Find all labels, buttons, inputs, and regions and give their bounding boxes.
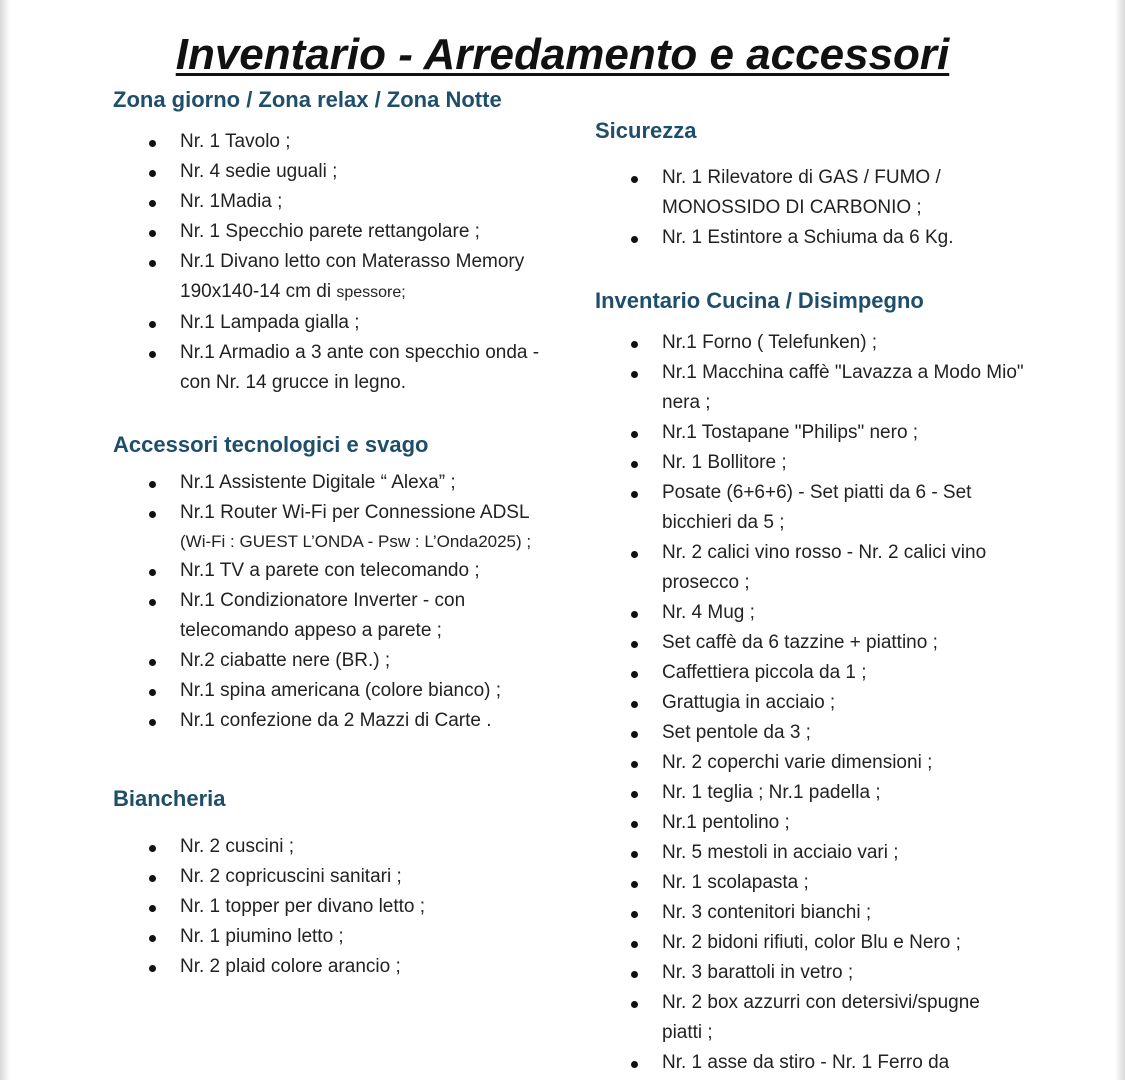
list-item-text: Nr.1 Divano letto con Materasso Memory 190x140-14 cm di [180, 251, 525, 302]
list-item: Nr. 1 Specchio parete rettangolare ; [113, 217, 553, 247]
list-item: Nr. 2 copricuscini sanitari ; [113, 862, 553, 892]
section-biancheria [113, 784, 553, 982]
document-title [0, 29, 1125, 81]
list-item: Nr. 4 Mug ; [595, 598, 1025, 628]
section-cucina [595, 286, 1025, 1078]
list-item [113, 498, 553, 556]
list-item: Nr. 2 coperchi varie dimensioni ; [595, 748, 1025, 778]
list-item: Nr.1 TV a parete con telecomando ; [113, 556, 553, 586]
list-item: Nr. 4 sedie uguali ; [113, 157, 553, 187]
section-heading-accessori: Accessori tecnologici e svago [113, 432, 429, 457]
list-item: Nr.2 ciabatte nere (BR.) ; [113, 646, 553, 676]
list-item: Nr. 2 plaid colore arancio ; [113, 952, 553, 982]
list-zona [113, 127, 553, 398]
list-biancheria [113, 832, 553, 982]
list-accessori [113, 468, 553, 736]
list-item: Nr. 1 Tavolo ; [113, 127, 553, 157]
list-item: Nr. 1 Rilevatore di GAS / FUMO / MONOSSIDO DI CARBONIO ; [595, 163, 1025, 223]
list-item: Nr.1 Macchina caffè "Lavazza a Modo Mio" nera ; [595, 358, 1025, 418]
document-title-text: Inventario - Arredamento e accessori [175, 30, 950, 80]
list-item: Nr.1 spina americana (colore bianco) ; [113, 676, 553, 706]
section-accessori [113, 430, 553, 736]
page-edge-right [1115, 0, 1125, 1080]
list-item: Nr.1 Assistente Digitale “ Alexa” ; [113, 468, 553, 498]
list-item: Grattugia in acciaio ; [595, 688, 1025, 718]
section-heading-cucina: Inventario Cucina / Disimpegno [595, 288, 924, 313]
list-sicurezza [595, 163, 1025, 253]
list-item: Nr. 1 Estintore a Schiuma da 6 Kg. [595, 223, 1025, 253]
section-heading-biancheria: Biancheria [113, 786, 226, 811]
list-item: Caffettiera piccola da 1 ; [595, 658, 1025, 688]
section-heading-zona: Zona giorno / Zona relax / Zona Notte [113, 87, 502, 112]
list-item: Nr. 2 calici vino rosso - Nr. 2 calici vino prosecco ; [595, 538, 1025, 598]
section-sicurezza [595, 116, 1025, 253]
left-column [113, 85, 553, 982]
list-item: Nr. 1 teglia ; Nr.1 padella ; [595, 778, 1025, 808]
list-item: Posate (6+6+6) - Set piatti da 6 - Set bicchieri da 5 ; [595, 478, 1025, 538]
right-column [595, 116, 1025, 1078]
page-edge-left [0, 0, 10, 1080]
list-item: Nr.1 confezione da 2 Mazzi di Carte . [113, 706, 553, 736]
list-item: Nr. 3 contenitori bianchi ; [595, 898, 1025, 928]
list-item: Nr. 1 asse da stiro - Nr. 1 Ferro da [595, 1048, 1025, 1078]
list-item: Nr. 1Madia ; [113, 187, 553, 217]
list-item: Nr. 2 bidoni rifiuti, color Blu e Nero ; [595, 928, 1025, 958]
list-item: Nr. 5 mestoli in acciaio vari ; [595, 838, 1025, 868]
section-zona [113, 85, 553, 398]
list-item: Nr.1 Lampada gialla ; [113, 308, 553, 338]
list-item [113, 247, 553, 308]
list-item-text: Nr.1 Router Wi-Fi per Connessione ADSL [180, 502, 530, 523]
list-item: Nr. 2 box azzurri con detersivi/spugne piatti ; [595, 988, 1025, 1048]
list-item: Set pentole da 3 ; [595, 718, 1025, 748]
list-item: Nr. 1 topper per divano letto ; [113, 892, 553, 922]
section-heading-sicurezza: Sicurezza [595, 118, 697, 143]
list-item: Nr.1 Forno ( Telefunken) ; [595, 328, 1025, 358]
list-item-text-small: spessore; [336, 284, 406, 301]
list-item: Nr.1 Tostapane "Philips" nero ; [595, 418, 1025, 448]
list-cucina [595, 328, 1025, 1078]
list-item: Nr. 3 barattoli in vetro ; [595, 958, 1025, 988]
list-item: Nr. 2 cuscini ; [113, 832, 553, 862]
list-item: Nr.1 Armadio a 3 ante con specchio onda - con Nr. 14 grucce in legno. [113, 338, 553, 398]
list-item: Nr. 1 scolapasta ; [595, 868, 1025, 898]
wifi-note: (Wi-Fi : GUEST L’ONDA - Psw : L’Onda2025) ; [180, 532, 532, 551]
list-item: Set caffè da 6 tazzine + piattino ; [595, 628, 1025, 658]
list-item: Nr. 1 Bollitore ; [595, 448, 1025, 478]
list-item: Nr.1 Condizionatore Inverter - con telecomando appeso a parete ; [113, 586, 553, 646]
list-item: Nr.1 pentolino ; [595, 808, 1025, 838]
list-item: Nr. 1 piumino letto ; [113, 922, 553, 952]
